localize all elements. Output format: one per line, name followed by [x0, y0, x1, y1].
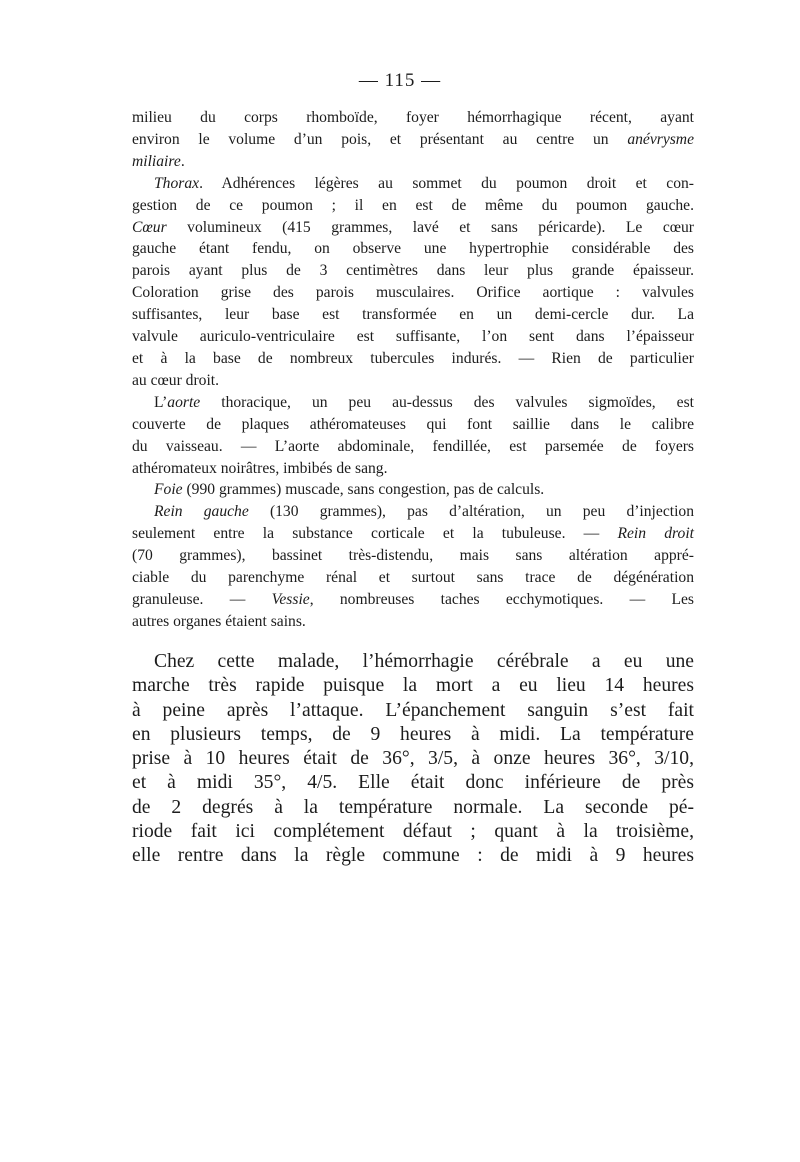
- text-line: marche très rapide puisque la mort a eu lieu 14 heures: [132, 675, 694, 697]
- paragraph-foie: [132, 479, 694, 501]
- paragraph-reins: [132, 501, 694, 632]
- paragraph-aorte: [132, 392, 694, 480]
- italic-term: Rein gauche: [154, 503, 249, 521]
- text-line: milieu du corps rhomboïde, foyer hémorrhagique récent, ayant: [132, 109, 694, 126]
- text-line: à peine après l’attaque. L’épanchement sanguin s’est fait: [132, 699, 694, 721]
- text-line: [132, 392, 694, 414]
- text-line: [132, 217, 694, 239]
- text-segment: L’: [154, 393, 168, 411]
- commentary: [132, 650, 694, 869]
- page-number: — 115 —: [358, 70, 442, 91]
- text-segment: . Adhérences légères au sommet du poumon droit et con-: [199, 174, 694, 192]
- text-line: (70 grammes), bassinet très-distendu, mais sans altération appré-: [132, 547, 694, 565]
- text-line: et à midi 35°, 4/5. Elle était donc inférieure de près: [132, 772, 694, 794]
- italic-term: anévrysme: [627, 130, 694, 148]
- text-line: du vaisseau. — L’aorte abdominale, fendillée, est parsemée de foyers: [132, 437, 694, 455]
- text-segment: (130 grammes), pas d’altération, un peu d’injection: [248, 503, 694, 521]
- text-segment: (990 grammes) muscade, sans congestion, pas de calculs.: [182, 481, 545, 499]
- text-segment: thoracique, un peu au-dessus des valvules sigmoïdes, est: [200, 393, 694, 411]
- text-line: [132, 479, 694, 501]
- text-line: gestion de ce poumon ; il en est de même du poumon gauche.: [132, 196, 694, 214]
- text-line: et à la base de nombreux tubercules indurés. — Rien de particulier: [132, 349, 694, 367]
- italic-term: Rein droit: [617, 525, 694, 543]
- paragraph-thorax: [132, 173, 694, 392]
- text-line: Coloration grise des parois musculaires. Orifice aortique : valvules: [132, 284, 694, 302]
- text-segment: granuleuse. —: [132, 590, 272, 608]
- paragraph-commentary: [132, 650, 694, 869]
- italic-term: Thorax: [154, 174, 200, 192]
- paragraph-encephale-end: [132, 107, 694, 173]
- text-line: parois ayant plus de 3 centimètres dans leur plus grande épaisseur.: [132, 262, 694, 280]
- text-segment: environ le volume d’un pois, et présentant au centre un: [132, 130, 628, 148]
- text-line: suffisantes, leur base est transformée en un demi-cercle dur. La: [132, 306, 694, 324]
- text-line: athéromateux noirâtres, imbibés de sang.: [132, 459, 388, 477]
- text-segment: seulement entre la substance corticale et la tubuleuse. —: [132, 525, 618, 543]
- text-line: [132, 523, 694, 545]
- italic-term: Cœur: [132, 218, 167, 236]
- text-line: en plusieurs temps, de 9 heures à midi. La température: [132, 723, 694, 745]
- autopsy-notes: [132, 107, 694, 633]
- italic-term: miliaire: [132, 152, 181, 170]
- text-line: [132, 173, 694, 195]
- italic-term: aorte: [167, 393, 201, 411]
- text-line: ciable du parenchyme rénal et surtout sans trace de dégénération: [132, 569, 694, 587]
- italic-term: Vessie: [271, 590, 310, 608]
- text-line: autres organes étaient sains.: [132, 612, 306, 630]
- text-line: riode fait ici complétement défaut ; quant à la troisième,: [132, 821, 694, 843]
- text-line: elle rentre dans la règle commune : de midi à 9 heures: [132, 845, 694, 867]
- text-line: [132, 501, 694, 523]
- text-line: [132, 129, 694, 151]
- text-line: au cœur droit.: [132, 371, 220, 389]
- text-line: couverte de plaques athéromateuses qui font saillie dans le calibre: [132, 415, 694, 433]
- text-segment: volumineux (415 grammes, lavé et sans péricarde). Le cœur: [166, 218, 694, 236]
- text-line: valvule auriculo-ventriculaire est suffisante, l’on sent dans l’épaisseur: [132, 328, 694, 346]
- text-line: gauche étant fendu, on observe une hypertrophie considérable des: [132, 240, 694, 258]
- text-line: [132, 589, 694, 611]
- text-line: Chez cette malade, l’hémorrhagie cérébrale a eu une: [154, 651, 694, 672]
- text-line: [132, 151, 694, 173]
- text-line: prise à 10 heures était de 36°, 3/5, à onze heures 36°, 3/10,: [132, 748, 694, 770]
- text-segment: .: [180, 152, 185, 170]
- italic-term: Foie: [154, 481, 183, 499]
- text-line: de 2 degrés à la température normale. La seconde pé-: [132, 796, 694, 818]
- text-segment: , nombreuses taches ecchymotiques. — Les: [309, 590, 694, 608]
